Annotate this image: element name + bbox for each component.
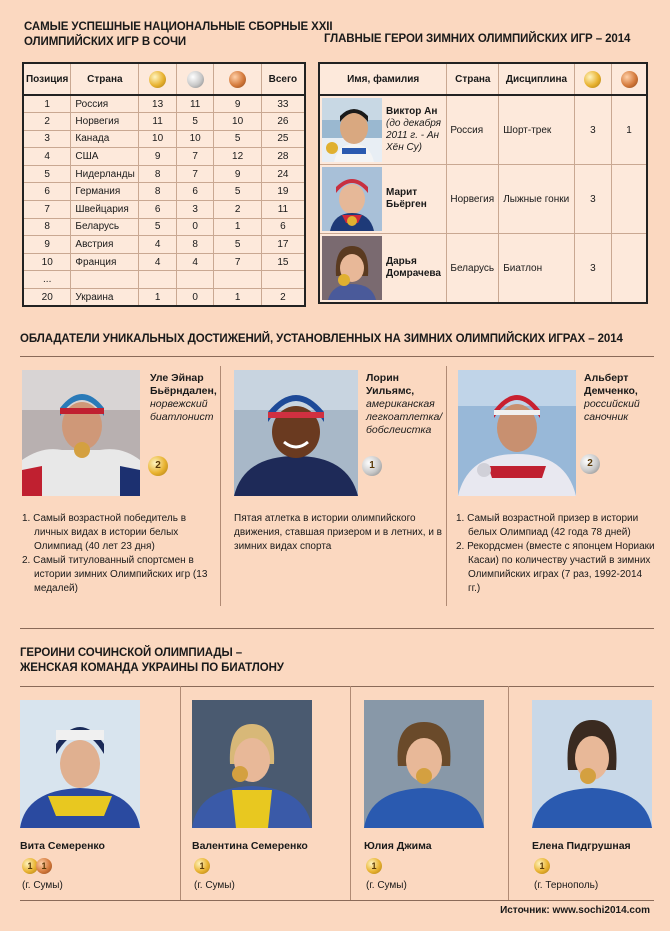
- list-item: 1. Самый возрастной победитель в личных видах в истории белых Олимпиад (40 лет 23 дня): [22, 513, 187, 552]
- cell-s: 7: [176, 165, 214, 183]
- athlete-desc: российский саночник: [584, 398, 640, 423]
- table-row: [23, 271, 305, 289]
- list-item: 1. Самый возрастной призер в истории белых Олимпиад (42 года 78 дней): [456, 513, 639, 538]
- cell-b: 5: [214, 130, 261, 148]
- ukraine-photo-yulia-dzhima: [364, 700, 484, 828]
- ukraine-athlete-city: (г. Тернополь): [534, 880, 599, 891]
- athlete-photo-williams: [234, 370, 358, 496]
- heroes-title: ГЛАВНЫЕ ГЕРОИ ЗИМНИХ ОЛИМПИЙСКИХ ИГР – 2014: [324, 33, 631, 45]
- heroes-header-name: Имя, фамилия: [319, 63, 447, 95]
- list-item: 2. Рекордсмен (вместе с японцем Нориаки Касаи) по количеству участий в зимних Олимпийских играх (7 раз, 1992-2014 гг.): [456, 541, 655, 594]
- table-row: [319, 95, 647, 165]
- hero-photo-viktor-an: [322, 98, 382, 162]
- athlete-name-bjoerndalen: [150, 372, 230, 424]
- cell-pos: 6: [23, 183, 71, 201]
- cell-b: 5: [214, 183, 261, 201]
- ukraine-athlete-city: (г. Сумы): [22, 880, 63, 891]
- hero-name: Дарья Домрачева: [386, 256, 441, 279]
- cell-g: 5: [139, 218, 177, 236]
- table-row: [23, 148, 305, 166]
- divider: [446, 366, 447, 606]
- cell-g: 6: [139, 201, 177, 219]
- cell-g: 9: [139, 148, 177, 166]
- hero-discipline: Лыжные гонки: [499, 165, 575, 234]
- hero-name: Виктор Ан: [386, 106, 438, 117]
- athlete-name-line2: Демченко,: [584, 385, 638, 397]
- cell-b: 9: [214, 165, 261, 183]
- cell-g: 1: [139, 289, 177, 307]
- cell-b: 2: [214, 201, 261, 219]
- table-row: [23, 130, 305, 148]
- cell-t: 17: [261, 236, 305, 254]
- athlete-name-line2: Уильямс,: [366, 385, 415, 397]
- ukraine-athlete-city: (г. Сумы): [366, 880, 407, 891]
- cell-t: 6: [261, 218, 305, 236]
- athlete-desc: американская легкоатлетка/ бобслеистка: [366, 398, 443, 436]
- ukraine-athlete-name: Елена Пидгрушная: [532, 840, 631, 852]
- table-row: [23, 236, 305, 254]
- hero-bronze-count: 1: [612, 95, 647, 165]
- hero-gold-count: 3: [574, 165, 611, 234]
- cell-g: 4: [139, 236, 177, 254]
- cell-pos: 10: [23, 253, 71, 271]
- table-row: [23, 113, 305, 131]
- silver-medal-icon: 1: [362, 456, 382, 476]
- cell-b: 7: [214, 253, 261, 271]
- cell-g: 10: [139, 130, 177, 148]
- header-silver: [176, 63, 214, 95]
- athlete-name-williams: [366, 372, 462, 437]
- cell-t: 15: [261, 253, 305, 271]
- cell-g: [139, 271, 177, 289]
- achievements-title: ОБЛАДАТЕЛИ УНИКАЛЬНЫХ ДОСТИЖЕНИЙ, УСТАНОВЛЕННЫХ НА ЗИМНИХ ОЛИМПИЙСКИХ ИГРАХ – 2014: [20, 333, 623, 345]
- cell-t: 25: [261, 130, 305, 148]
- heroes-header-bronze: [612, 63, 647, 95]
- gold-medal-icon: 2: [148, 456, 168, 476]
- hero-gold-count: 3: [574, 95, 611, 165]
- cell-b: 12: [214, 148, 261, 166]
- table-row: [319, 165, 647, 234]
- cell-s: 11: [176, 95, 214, 113]
- divider: [508, 686, 509, 900]
- bronze-medal-icon: [229, 71, 246, 88]
- athlete-photo-demchenko: [458, 370, 576, 496]
- heroes-header-country: Страна: [447, 63, 499, 95]
- cell-s: 0: [176, 218, 214, 236]
- cell-g: 13: [139, 95, 177, 113]
- cell-t: 28: [261, 148, 305, 166]
- cell-g: 8: [139, 165, 177, 183]
- header-bronze: [214, 63, 261, 95]
- gold-medal-icon: 1: [22, 858, 38, 874]
- hero-discipline: Биатлон: [499, 234, 575, 304]
- bronze-medal-icon: 1: [36, 858, 52, 874]
- cell-b: 1: [214, 289, 261, 307]
- cell-g: 11: [139, 113, 177, 131]
- hero-country: Норвегия: [447, 165, 499, 234]
- cell-country: США: [71, 148, 139, 166]
- hero-note: (до декабря 2011 г. - Ан Хён Су): [386, 118, 441, 153]
- heroes-header-gold: [574, 63, 611, 95]
- divider: [220, 366, 221, 606]
- cell-country: Беларусь: [71, 218, 139, 236]
- athlete-name-line1: Альберт: [584, 372, 629, 384]
- ukraine-title: [20, 646, 284, 676]
- divider: [180, 686, 181, 900]
- divider: [20, 628, 654, 629]
- athlete-desc: норвежский биатлонист: [150, 398, 214, 423]
- cell-pos: 3: [23, 130, 71, 148]
- hero-bronze-count: [612, 165, 647, 234]
- cell-s: 8: [176, 236, 214, 254]
- table-row: [23, 253, 305, 271]
- cell-b: 5: [214, 236, 261, 254]
- athlete-name-line1: Уле Эйнар: [150, 372, 204, 384]
- cell-country: Россия: [71, 95, 139, 113]
- cell-country: Франция: [71, 253, 139, 271]
- list-item: Пятая атлетка в истории олимпийского движения, ставшая призером и в летних, и в зимних видах спорта: [234, 513, 442, 552]
- cell-b: 1: [214, 218, 261, 236]
- list-item: 2. Самый титулованный спортсмен в истории зимних Олимпийских игр (13 медалей): [22, 555, 208, 594]
- cell-t: 33: [261, 95, 305, 113]
- achievements-list-bjoerndalen: [22, 512, 212, 596]
- ukraine-photo-vita-semerenko: [20, 700, 140, 828]
- header-position: Позиция: [23, 63, 71, 95]
- cell-s: 4: [176, 253, 214, 271]
- cell-s: 0: [176, 289, 214, 307]
- table-row: [23, 201, 305, 219]
- gold-medal-icon: 1: [194, 858, 210, 874]
- cell-pos: 1: [23, 95, 71, 113]
- divider: [350, 686, 351, 900]
- hero-bronze-count: [612, 234, 647, 304]
- medals-table: [22, 62, 306, 307]
- ukraine-athlete-name: Валентина Семеренко: [192, 840, 308, 852]
- cell-b: [214, 271, 261, 289]
- gold-medal-icon: [584, 71, 601, 88]
- gold-medal-icon: 1: [366, 858, 382, 874]
- header-gold: [139, 63, 177, 95]
- header-country: Страна: [71, 63, 139, 95]
- achievements-list-demchenko: [456, 512, 656, 596]
- cell-pos: 4: [23, 148, 71, 166]
- athlete-name-line2: Бьёрндален,: [150, 385, 217, 397]
- medals-title-line1: САМЫЕ УСПЕШНЫЕ НАЦИОНАЛЬНЫЕ СБОРНЫЕ XXII: [24, 21, 333, 33]
- cell-pos: ...: [23, 271, 71, 289]
- hero-gold-count: 3: [574, 234, 611, 304]
- achievements-list-williams: [234, 512, 444, 554]
- cell-t: 24: [261, 165, 305, 183]
- cell-pos: 7: [23, 201, 71, 219]
- source-credit: Источник: www.sochi2014.com: [500, 905, 650, 916]
- heroes-table: [318, 62, 648, 304]
- cell-country: [71, 271, 139, 289]
- cell-country: Австрия: [71, 236, 139, 254]
- silver-medal-icon: 2: [580, 454, 600, 474]
- athlete-name-line1: Лорин: [366, 372, 399, 384]
- table-row: [23, 289, 305, 307]
- heroes-header-discipline: Дисциплина: [499, 63, 575, 95]
- cell-pos: 9: [23, 236, 71, 254]
- ukraine-photo-valentina-semerenko: [192, 700, 312, 828]
- cell-b: 9: [214, 95, 261, 113]
- cell-b: 10: [214, 113, 261, 131]
- cell-s: 6: [176, 183, 214, 201]
- table-row: [23, 183, 305, 201]
- cell-g: 4: [139, 253, 177, 271]
- athlete-name-demchenko: [584, 372, 664, 424]
- cell-country: Швейцария: [71, 201, 139, 219]
- ukraine-athlete-name: Вита Семеренко: [20, 840, 105, 852]
- table-row: [319, 234, 647, 304]
- table-row: [23, 95, 305, 113]
- medals-title: [24, 20, 333, 50]
- cell-g: 8: [139, 183, 177, 201]
- divider: [20, 900, 654, 901]
- cell-country: Нидерланды: [71, 165, 139, 183]
- cell-pos: 8: [23, 218, 71, 236]
- gold-medal-icon: 1: [534, 858, 550, 874]
- ukraine-photo-elena-pidgrushnaya: [532, 700, 652, 828]
- cell-pos: 20: [23, 289, 71, 307]
- header-total: Всего: [261, 63, 305, 95]
- athlete-photo-bjoerndalen: [22, 370, 140, 496]
- ukraine-athlete-name: Юлия Джима: [364, 840, 432, 852]
- cell-s: 7: [176, 148, 214, 166]
- cell-country: Германия: [71, 183, 139, 201]
- cell-country: Норвегия: [71, 113, 139, 131]
- cell-pos: 5: [23, 165, 71, 183]
- hero-country: Беларусь: [447, 234, 499, 304]
- divider: [20, 686, 654, 687]
- silver-medal-icon: [187, 71, 204, 88]
- cell-t: 11: [261, 201, 305, 219]
- hero-discipline: Шорт-трек: [499, 95, 575, 165]
- table-row: [23, 165, 305, 183]
- divider: [20, 356, 654, 357]
- ukraine-title-line1: ГЕРОИНИ СОЧИНСКОЙ ОЛИМПИАДЫ –: [20, 647, 243, 659]
- cell-t: [261, 271, 305, 289]
- hero-country: Россия: [447, 95, 499, 165]
- hero-photo-darya-domracheva: [322, 236, 382, 300]
- gold-medal-icon: [149, 71, 166, 88]
- bronze-medal-icon: [621, 71, 638, 88]
- medals-title-line2: ОЛИМПИЙСКИХ ИГР В СОЧИ: [24, 36, 187, 48]
- ukraine-athlete-city: (г. Сумы): [194, 880, 235, 891]
- cell-s: 10: [176, 130, 214, 148]
- hero-name: Марит Бьёрген: [386, 187, 427, 210]
- cell-s: 3: [176, 201, 214, 219]
- cell-t: 2: [261, 289, 305, 307]
- cell-country: Украина: [71, 289, 139, 307]
- cell-country: Канада: [71, 130, 139, 148]
- hero-photo-marit-bjoergen: [322, 167, 382, 231]
- cell-pos: 2: [23, 113, 71, 131]
- cell-t: 19: [261, 183, 305, 201]
- table-row: [23, 218, 305, 236]
- ukraine-title-line2: ЖЕНСКАЯ КОМАНДА УКРАИНЫ ПО БИАТЛОНУ: [20, 662, 284, 674]
- cell-t: 26: [261, 113, 305, 131]
- cell-s: 5: [176, 113, 214, 131]
- cell-s: [176, 271, 214, 289]
